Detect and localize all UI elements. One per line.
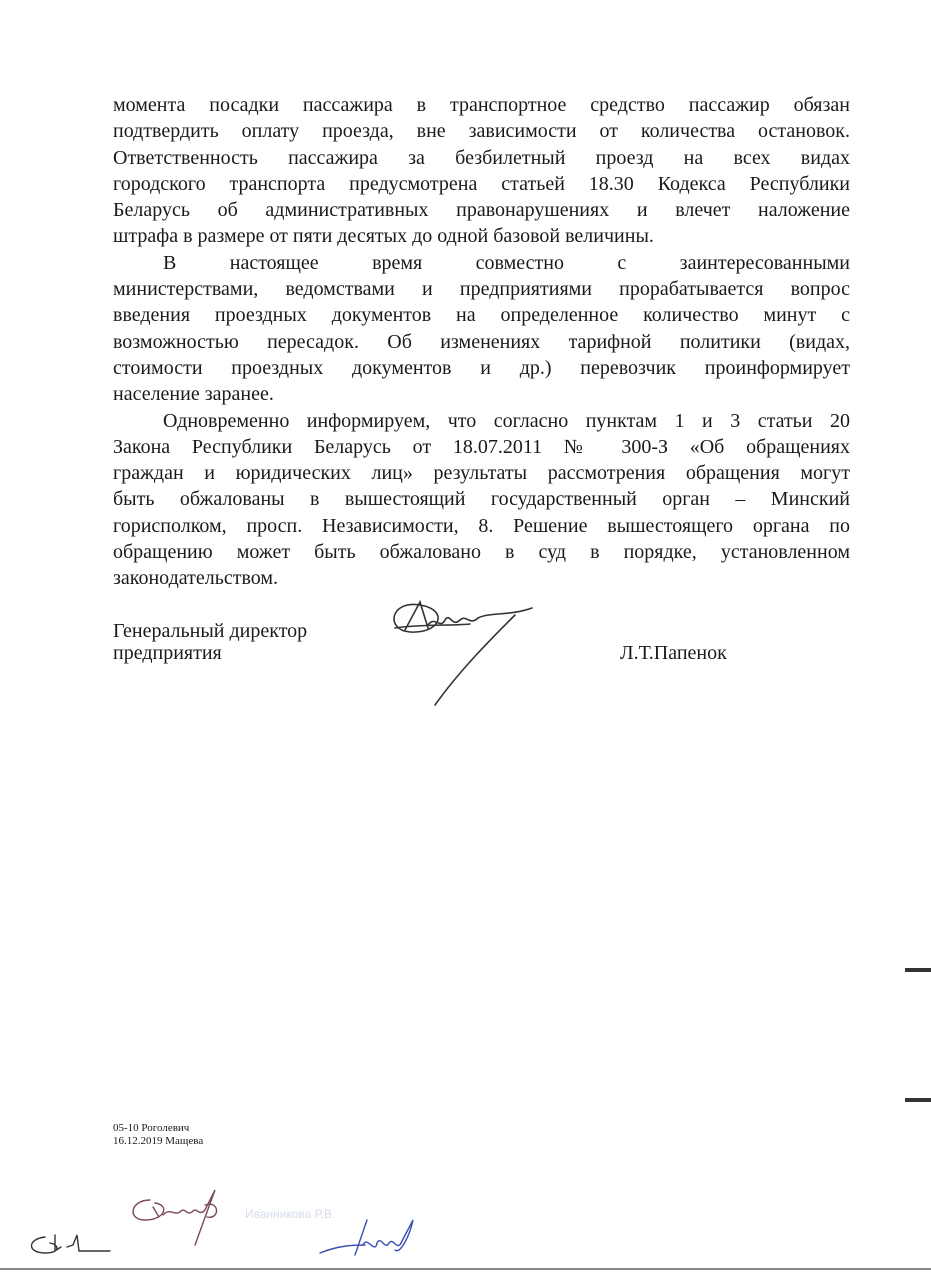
text-line: Закона Республики Беларусь от 18.07.2011 № 300-З «Об обращениях bbox=[113, 435, 850, 458]
signatory-title-line1: Генеральный директор bbox=[113, 620, 308, 642]
text-line: стоимости проездных документов и др.) перевозчик проинформирует bbox=[113, 356, 850, 379]
footer-executor bbox=[113, 1122, 203, 1148]
text-line: граждан и юридических лиц» результаты рассмотрения обращения могут bbox=[113, 462, 850, 485]
text-line: введения проездных документов на определенное количество минут с bbox=[113, 304, 850, 327]
blue-signature bbox=[315, 1215, 420, 1265]
paragraph bbox=[113, 250, 850, 408]
initials-mark bbox=[25, 1225, 115, 1260]
footer-line1: 05-10 Роголевич bbox=[113, 1122, 190, 1134]
text-line: законодательством. bbox=[113, 567, 279, 590]
text-line: момента посадки пассажира в транспортное средство пассажир обязан bbox=[113, 94, 850, 116]
signatory-title-line2: предприятия bbox=[113, 642, 222, 664]
scan-edge-mark bbox=[905, 1098, 931, 1102]
text-line: городского транспорта предусмотрена статьей 18.30 Кодекса Республики bbox=[113, 172, 850, 195]
text-line: Ответственность пассажира за безбилетный проезд на всех видах bbox=[113, 146, 850, 169]
text-line: горисполком, просп. Независимости, 8. Решение вышестоящего органа по bbox=[113, 514, 850, 537]
text-line: население заранее. bbox=[113, 383, 274, 406]
scan-edge-mark bbox=[905, 968, 931, 972]
text-line: Одновременно информируем, что согласно пунктам 1 и 3 статьи 20 bbox=[163, 409, 850, 432]
letter-body bbox=[113, 92, 850, 592]
text-line: быть обжалованы в вышестоящий государственный орган – Минский bbox=[113, 488, 850, 511]
text-line: штрафа в размере от пяти десятых до одной базовой величины. bbox=[113, 225, 654, 248]
paragraph bbox=[113, 92, 850, 250]
faint-stamp-text: Иванникова Р.В. bbox=[245, 1207, 336, 1221]
text-line: возможностью пересадок. Об изменениях тарифной политики (видах, bbox=[113, 330, 850, 353]
scan-bottom-line bbox=[0, 1268, 931, 1270]
paragraph bbox=[113, 408, 850, 592]
red-signature bbox=[125, 1185, 240, 1250]
text-line: В настоящее время совместно с заинтересованными bbox=[163, 251, 850, 274]
director-signature bbox=[380, 590, 550, 715]
text-line: Беларусь об административных правонарушениях и влечет наложение bbox=[113, 199, 850, 222]
signatory-name: Л.Т.Папенок bbox=[620, 642, 727, 664]
text-line: обращению может быть обжаловано в суд в порядке, установленном bbox=[113, 541, 850, 564]
text-line: министерствами, ведомствами и предприятиями прорабатывается вопрос bbox=[113, 278, 850, 301]
text-line: подтвердить оплату проезда, вне зависимости от количества остановок. bbox=[113, 120, 850, 143]
footer-line2: 16.12.2019 Мащева bbox=[113, 1135, 204, 1147]
signatory-title bbox=[113, 620, 307, 664]
